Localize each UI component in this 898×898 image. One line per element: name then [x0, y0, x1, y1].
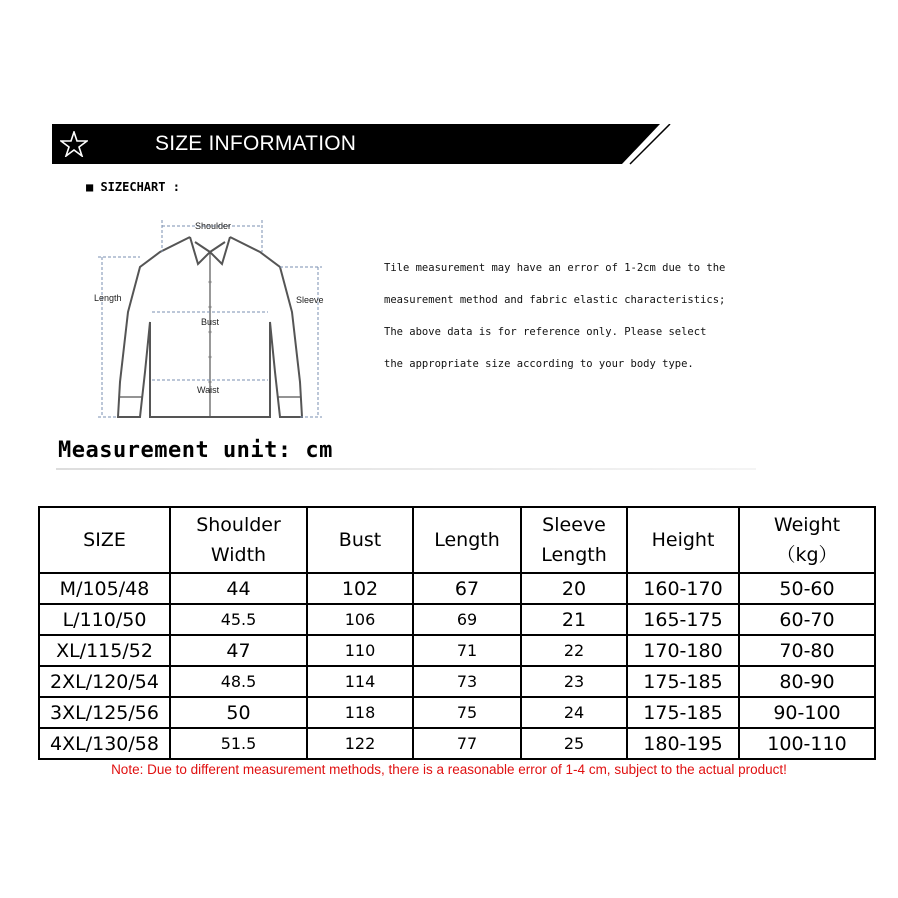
size-cell: 4XL/130/58 — [39, 728, 170, 759]
length-label: Length — [94, 293, 122, 303]
banner-background — [52, 124, 677, 169]
weight-cell: 50-60 — [739, 573, 875, 604]
table-row — [39, 604, 875, 635]
bust-cell: 122 — [307, 728, 413, 759]
size-cell: 3XL/125/56 — [39, 697, 170, 728]
length-cell: 73 — [413, 666, 521, 697]
sizechart-label: ■ SIZECHART : — [86, 180, 180, 194]
weight-cell: 70-80 — [739, 635, 875, 666]
size-cell: 2XL/120/54 — [39, 666, 170, 697]
size-cell: XL/115/52 — [39, 635, 170, 666]
length-cell: 69 — [413, 604, 521, 635]
shoulder-cell: 51.5 — [170, 728, 307, 759]
shoulder-cell: 48.5 — [170, 666, 307, 697]
shoulder-label: Shoulder — [195, 221, 232, 231]
waist-label: Waist — [197, 385, 220, 395]
measurement-notes — [384, 262, 764, 390]
note-line: The above data is for reference only. Please select — [384, 326, 707, 338]
bust-cell: 110 — [307, 635, 413, 666]
table-row — [39, 728, 875, 759]
note-line: measurement method and fabric elastic characteristics; — [384, 294, 726, 306]
shoulder-cell: 45.5 — [170, 604, 307, 635]
sleeve-cell: 21 — [521, 604, 627, 635]
bust-cell: 102 — [307, 573, 413, 604]
length-cell: 71 — [413, 635, 521, 666]
weight-cell: 80-90 — [739, 666, 875, 697]
weight-cell: 100-110 — [739, 728, 875, 759]
bust-cell: 114 — [307, 666, 413, 697]
length-cell: 67 — [413, 573, 521, 604]
sleeve-cell: 24 — [521, 697, 627, 728]
weight-cell: 90-100 — [739, 697, 875, 728]
table-row — [39, 697, 875, 728]
footnote: Note: Due to different measurement methods, there is a reasonable error of 1-4 cm, subject to the actual product! — [111, 762, 787, 777]
divider — [56, 468, 756, 470]
note-line: Tile measurement may have an error of 1-2cm due to the — [384, 262, 726, 274]
note-line: the appropriate size according to your body type. — [384, 358, 694, 370]
weight-cell: 60-70 — [739, 604, 875, 635]
header-length: Length — [413, 507, 521, 573]
shoulder-cell: 47 — [170, 635, 307, 666]
shirt-diagram — [90, 212, 340, 437]
shoulder-cell: 44 — [170, 573, 307, 604]
height-cell: 165-175 — [627, 604, 739, 635]
sleeve-cell: 25 — [521, 728, 627, 759]
header-bust: Bust — [307, 507, 413, 573]
table-row — [39, 666, 875, 697]
shoulder-cell: 50 — [170, 697, 307, 728]
header-weight: Weight （kg） — [739, 507, 875, 573]
height-cell: 180-195 — [627, 728, 739, 759]
size-information-banner — [52, 124, 660, 164]
bust-cell: 106 — [307, 604, 413, 635]
height-cell: 160-170 — [627, 573, 739, 604]
length-cell: 77 — [413, 728, 521, 759]
sleeve-cell: 22 — [521, 635, 627, 666]
measurement-unit-label: Measurement unit: cm — [58, 438, 333, 463]
banner-title: SIZE INFORMATION — [155, 132, 357, 155]
size-cell: M/105/48 — [39, 573, 170, 604]
height-cell: 175-185 — [627, 666, 739, 697]
length-cell: 75 — [413, 697, 521, 728]
bust-cell: 118 — [307, 697, 413, 728]
header-height: Height — [627, 507, 739, 573]
header-shoulder-width: Shoulder Width — [170, 507, 307, 573]
size-table — [38, 506, 876, 760]
height-cell: 170-180 — [627, 635, 739, 666]
sleeve-cell: 23 — [521, 666, 627, 697]
sleeve-label: Sleeve — [296, 295, 324, 305]
height-cell: 175-185 — [627, 697, 739, 728]
table-header-row — [39, 507, 875, 573]
sleeve-cell: 20 — [521, 573, 627, 604]
bust-label: Bust — [201, 317, 220, 327]
header-sleeve-length: Sleeve Length — [521, 507, 627, 573]
table-row — [39, 573, 875, 604]
size-cell: L/110/50 — [39, 604, 170, 635]
header-size: SIZE — [39, 507, 170, 573]
table-row — [39, 635, 875, 666]
